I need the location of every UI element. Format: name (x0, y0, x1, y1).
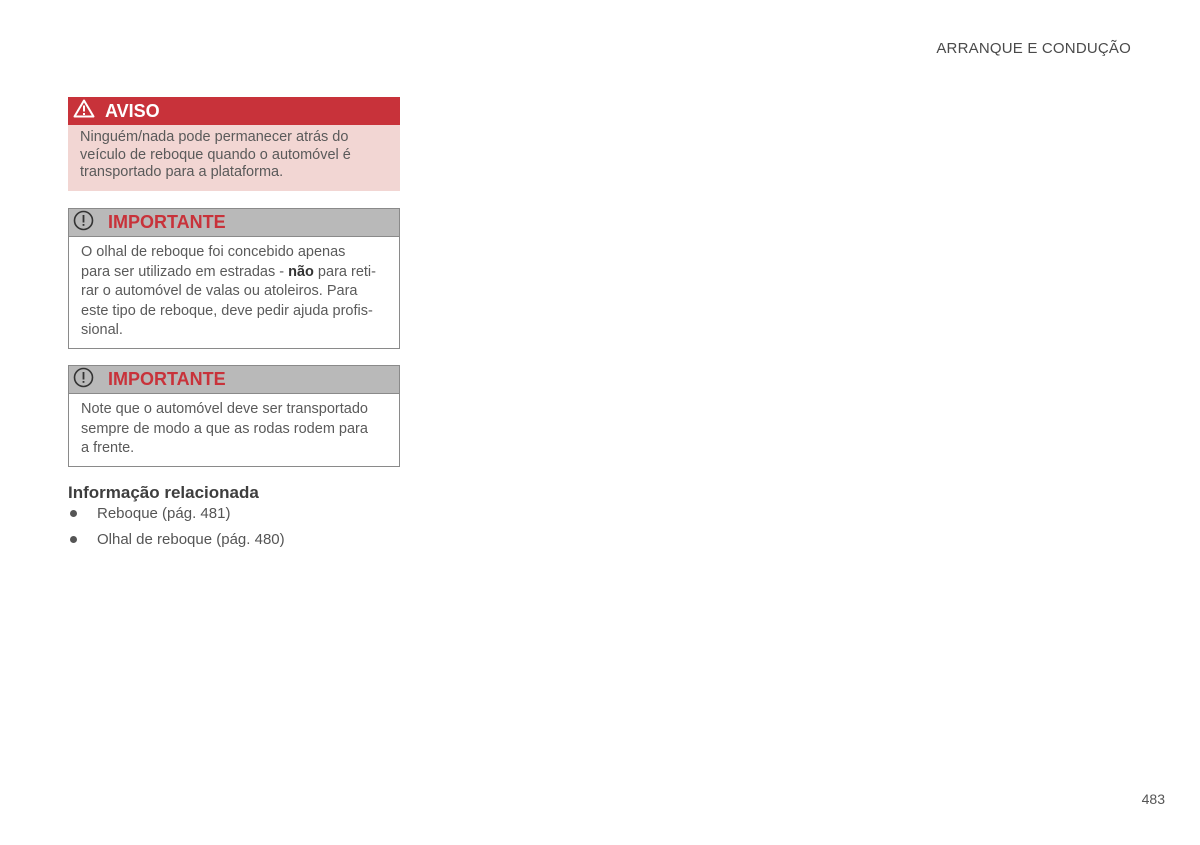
important-box-2 (68, 365, 400, 467)
related-link-olhal-de-reboque[interactable]: Olhal de reboque (pág. 480) (68, 531, 285, 557)
exclamation-circle-icon (73, 210, 108, 236)
important-box-1 (68, 208, 400, 349)
warning-triangle-icon (73, 99, 105, 123)
important-bar-1 (69, 209, 399, 237)
section-header: ARRANQUE E CONDUÇÃO (936, 40, 1131, 57)
important-title-1: IMPORTANTE (108, 212, 226, 232)
exclamation-circle-icon (73, 367, 108, 393)
important-bar-2 (69, 366, 399, 394)
emphasis-nao: não (288, 263, 314, 280)
bullet-icon (70, 510, 77, 517)
related-info-heading: Informação relacionada (68, 483, 259, 502)
related-link-reboque[interactable]: Reboque (pág. 481) (68, 505, 285, 531)
important-text-1: O olhal de reboque foi concebido apenas para ser utilizado em estradas - não para reti- rar o automóvel de valas ou atoleiros. Para este tipo de reboque, deve pedir ajuda profis- sional. (81, 244, 376, 338)
warning-title: AVISO (105, 100, 160, 121)
related-info-list (68, 505, 285, 557)
important-text-2: Note que o automóvel deve ser transportado sempre de modo a que as rodas rodem para a frente. (81, 401, 368, 456)
warning-box (68, 97, 400, 191)
important-title-2: IMPORTANTE (108, 369, 226, 389)
warning-bar (68, 97, 400, 125)
bullet-icon (70, 536, 77, 543)
warning-text: Ninguém/nada pode permanecer atrás do veículo de reboque quando o automóvel é transportado para a plataforma. (80, 129, 351, 180)
page-number: 483 (1141, 791, 1165, 807)
